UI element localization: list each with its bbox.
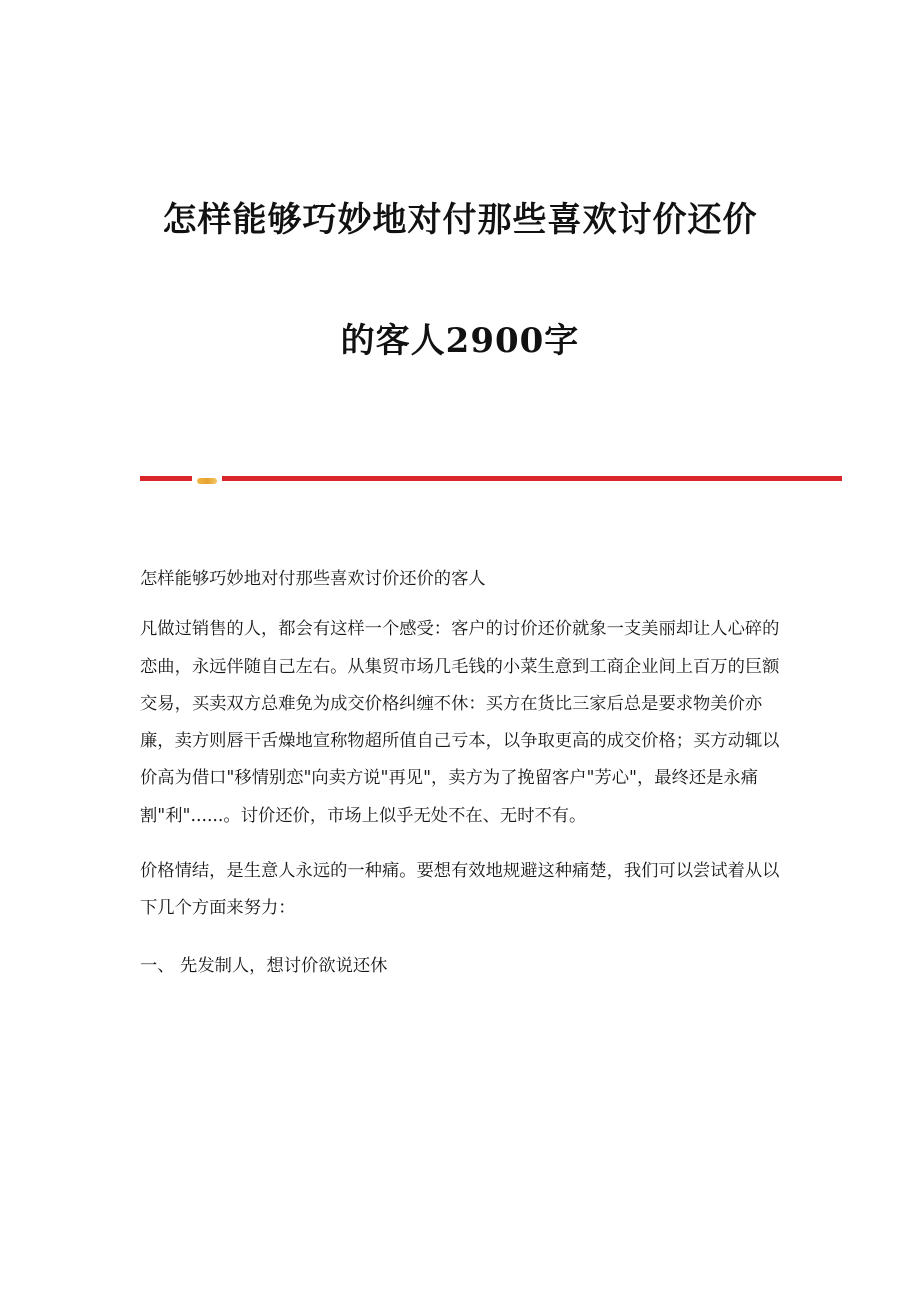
divider-ornament-icon: [197, 478, 217, 484]
document-title-line-1: 怎样能够巧妙地对付那些喜欢讨价还价: [162, 200, 758, 240]
section-heading: 一、 先发制人，想讨价欲说还休: [140, 955, 388, 976]
document-subtitle: 怎样能够巧妙地对付那些喜欢讨价还价的客人: [140, 569, 486, 589]
title-divider-right: [222, 476, 842, 481]
body-paragraph: 凡做过销售的人，都会有这样一个感受：客户的讨价还价就象一支美丽却让人心碎的恋曲，永远伴随自己左右。从集贸市场几毛钱的小菜生意到工商企业间上百万的巨额交易，买卖双方总难免为成交价格纠缠不休：买方在货比三家后总是要求物美价亦廉，卖方则唇干舌燥地宣称物超所值自己亏本，以争取更高的成交价格；买方动辄以价高为借口"移情别恋"向卖方说"再见"，卖方为了挽留客户"芳心"，最终还是永痛割"利"......。讨价还价，市场上似乎无处不在、无时不有。: [140, 619, 780, 826]
document-title-line-2: 的客人2900字: [340, 321, 580, 361]
title-divider-left: [140, 476, 192, 481]
document-body: [140, 561, 780, 1007]
body-paragraph: 价格情结，是生意人永远的一种痛。要想有效地规避这种痛楚，我们可以尝试着从以下几个方面来努力：: [140, 861, 780, 919]
